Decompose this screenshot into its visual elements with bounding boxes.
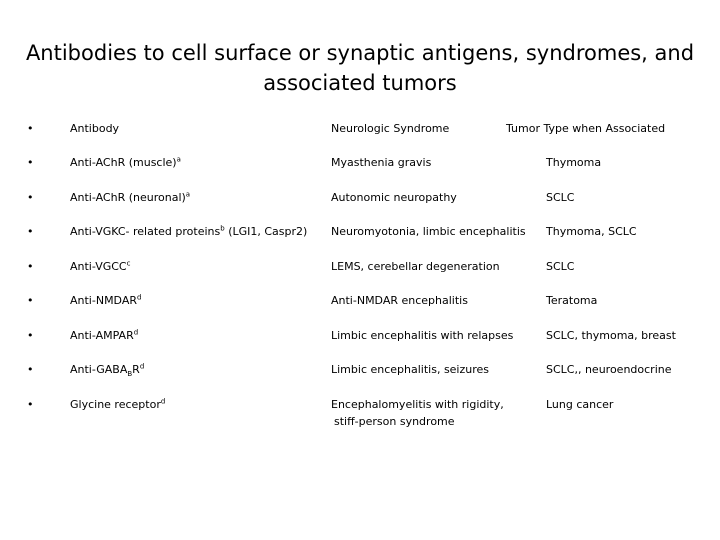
header-tumor: Tumor Type when Associated bbox=[506, 122, 666, 135]
tumor-cell: Teratoma bbox=[546, 294, 598, 307]
syndrome-cell: Limbic encephalitis with relapses bbox=[331, 329, 514, 342]
bullet: • bbox=[27, 122, 34, 135]
table-row bbox=[0, 396, 720, 432]
bullet: • bbox=[27, 191, 34, 204]
tumor-cell: Thymoma, SCLC bbox=[546, 225, 637, 238]
syndrome-cell: Neuromyotonia, limbic encephalitis bbox=[331, 225, 526, 238]
table-row bbox=[0, 292, 720, 328]
bullet: • bbox=[27, 329, 34, 342]
antibody-cell: Glycine receptor$^d$ bbox=[70, 397, 166, 411]
syndrome-cell: Autonomic neuropathy bbox=[331, 191, 457, 204]
syndrome-cell: Anti-NMDAR encephalitis bbox=[331, 294, 468, 307]
tumor-cell: SCLC bbox=[546, 191, 575, 204]
antibody-cell: Anti-AMPAR$^d$ bbox=[70, 328, 139, 342]
antibody-cell: Anti-VGKC- related proteins$^b$ (LGI1, Caspr2) bbox=[70, 224, 308, 238]
syndrome-cell: LEMS, cerebellar degeneration bbox=[331, 260, 500, 273]
antibody-cell: Anti-$GABA_BR^d$ bbox=[70, 362, 145, 379]
tumor-cell: SCLC bbox=[546, 260, 575, 273]
bullet: • bbox=[27, 363, 34, 376]
antibody-cell: Anti-VGCC$^c$ bbox=[70, 259, 131, 273]
syndrome-cell: Encephalomyelitis with rigidity, stiff-person syndrome bbox=[331, 398, 504, 428]
bullet: • bbox=[27, 398, 34, 411]
table-header-row bbox=[0, 120, 720, 156]
table-row bbox=[0, 154, 720, 190]
table-row bbox=[0, 258, 720, 294]
syndrome-cell: Myasthenia gravis bbox=[331, 156, 432, 169]
tumor-cell: Thymoma bbox=[546, 156, 602, 169]
slide-title bbox=[0, 38, 720, 98]
table-row bbox=[0, 361, 720, 397]
title-line-2: associated tumors bbox=[263, 71, 457, 95]
bullet: • bbox=[27, 225, 34, 238]
antibody-cell: Anti-NMDAR$^d$ bbox=[70, 293, 142, 307]
bullet: • bbox=[27, 156, 34, 169]
bullet: • bbox=[27, 294, 34, 307]
title-line-1: Antibodies to cell surface or synaptic antigens, syndromes, and bbox=[25, 41, 695, 65]
bullet: • bbox=[27, 260, 34, 273]
table-row bbox=[0, 327, 720, 363]
antibody-cell: Anti-AChR (neuronal)$^a$ bbox=[70, 190, 191, 204]
header-syndrome: Neurologic Syndrome bbox=[331, 122, 450, 135]
antibody-cell: Anti-AChR (muscle)$^a$ bbox=[70, 155, 181, 169]
table-row bbox=[0, 189, 720, 225]
tumor-cell: Lung cancer bbox=[546, 398, 614, 411]
tumor-cell: SCLC, thymoma, breast bbox=[546, 329, 676, 342]
header-antibody: Antibody bbox=[70, 122, 120, 135]
table-row bbox=[0, 223, 720, 259]
syndrome-cell: Limbic encephalitis, seizures bbox=[331, 363, 490, 376]
tumor-cell: SCLC,, neuroendocrine bbox=[546, 363, 672, 376]
